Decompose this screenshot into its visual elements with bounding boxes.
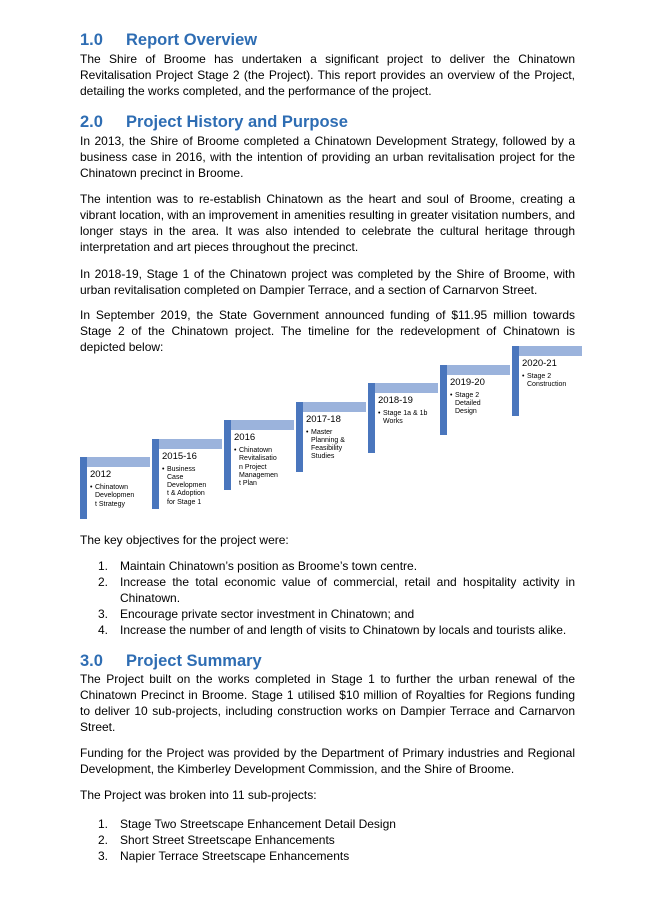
section-number: 1.0 [80, 31, 103, 49]
timeline-line-text: Master [311, 428, 333, 436]
timeline-description-line [90, 501, 134, 509]
timeline-line-text: Chinatown [95, 484, 129, 491]
timeline-post [512, 346, 519, 416]
list-text: Maintain Chinatown’s position as Broome’s town centre. [120, 559, 418, 573]
timeline-description-line [450, 392, 481, 400]
timeline-line-text: Feasibility [311, 445, 343, 453]
list-number: 4. [98, 623, 109, 638]
timeline-description-line [162, 466, 206, 474]
timeline-line-text: Business [167, 465, 196, 473]
timeline-description [162, 466, 206, 507]
timeline-bar [440, 365, 510, 375]
timeline-year: 2017-18 [306, 413, 341, 425]
timeline-description-line [234, 472, 278, 480]
timeline-description-line [234, 447, 278, 455]
timeline-line-text: for Stage 1 [167, 498, 202, 506]
list-text: Encourage private sector investment in Chinatown; and [120, 607, 415, 622]
bullet-icon: • [234, 447, 237, 454]
paragraph-history-3: In 2018-19, Stage 1 of the Chinatown project was completed by the Shire of Broome, with urban revitalisation completed on Dampier Terrace, and a section of Carnarvon Street. [80, 267, 575, 298]
timeline-year: 2018-19 [378, 395, 413, 406]
list-text: Increase the number of and length of visits to Chinatown by locals and tourists alike. [120, 623, 567, 638]
timeline-description-line [162, 490, 206, 498]
bullet-icon: • [378, 410, 381, 417]
timeline-year: 2012 [90, 469, 112, 480]
timeline-description-line [162, 499, 206, 507]
bullet-icon: • [162, 465, 165, 473]
timeline-line-text: Developmen [95, 492, 135, 500]
timeline-year: 2015-16 [162, 450, 197, 462]
objective-item [80, 622, 575, 638]
timeline-line-text: n Project [239, 463, 267, 471]
timeline-description-line [450, 408, 481, 416]
timeline-description-line [162, 482, 206, 490]
timeline-line-text: t Strategy [95, 500, 125, 508]
timeline-line-text: Stage 2 [455, 391, 480, 399]
timeline-line-text: Construction [527, 381, 567, 389]
timeline-bar [296, 402, 366, 412]
timeline-description [522, 373, 566, 390]
timeline-description-line [306, 437, 345, 445]
list-text: Stage Two Streetscape Enhancement Detail Design [120, 817, 396, 831]
section-heading-summary [80, 652, 262, 671]
timeline-year: 2020-21 [522, 358, 557, 369]
timeline-description-line [450, 400, 481, 408]
timeline-post [224, 420, 231, 490]
timeline-post [368, 383, 375, 453]
paragraph-summary-2: Funding for the Project was provided by the Department of Primary industries and Regional Development, the Kimberley Development Commission, and the Shire of Broome. [80, 746, 575, 777]
paragraph-overview: The Shire of Broome has undertaken a significant project to deliver the Chinatown Revitalisation Project Stage 2 (the Project). This report provides an overview of the Project, detailing the works completed, and the performance of the project. [80, 52, 575, 99]
timeline-line-text: Detailed [455, 399, 481, 407]
list-number: 1. [98, 559, 109, 573]
list-number: 2. [98, 833, 109, 848]
subproject-item [80, 848, 575, 864]
timeline-post [440, 365, 447, 435]
objective-item [80, 558, 575, 574]
timeline-line-text: Chinatown [239, 447, 273, 454]
list-text: Short Street Streetscape Enhancements [120, 833, 335, 848]
objective-item [80, 574, 575, 606]
timeline-bar [512, 346, 582, 356]
timeline-description-line [522, 381, 566, 389]
timeline-line-text: Revitalisatio [239, 455, 277, 463]
timeline-description-line [522, 373, 566, 381]
bullet-icon: • [90, 484, 93, 491]
paragraph-history-2: The intention was to re-establish Chinatown as the heart and soul of Broome, creating a vibrant location, with an improvement in amenities resulting in greater visitation numbers, and longer stays in the area. It was also intended to celebrate the cultural heritage through interpretation and art pieces throughout the precinct. [80, 192, 575, 255]
list-number: 3. [98, 607, 109, 622]
list-number: 1. [98, 817, 109, 831]
section-heading-overview [80, 31, 257, 50]
paragraph-history-1: In 2013, the Shire of Broome completed a Chinatown Development Strategy, followed by a business case in 2016, with the intention of providing an urban revitalisation project for the Chinatown precinct in Broome. [80, 134, 575, 181]
paragraph-objectives-intro: The key objectives for the project were: [80, 533, 289, 547]
timeline-description-line [162, 474, 206, 482]
bullet-icon: • [450, 391, 453, 399]
timeline-description-line [234, 455, 278, 463]
timeline-year: 2016 [234, 432, 256, 443]
timeline-description [450, 392, 481, 417]
timeline-description [90, 484, 134, 509]
timeline-description [306, 429, 345, 462]
timeline-description-line [234, 464, 278, 472]
timeline-line-text: Planning & [311, 436, 345, 444]
paragraph-summary-1: The Project built on the works completed in Stage 1 to further the urban renewal of the Chinatown Precinct in Broome. Stage 1 utilised $10 million of Royalties for Regions funding to deliver 10 sub-projects, including construction works on Dampier Terrace and Carnarvon Street. [80, 672, 575, 735]
timeline-description [378, 410, 427, 427]
section-number: 3.0 [80, 652, 103, 670]
timeline-post [296, 402, 303, 472]
timeline-description-line [90, 484, 134, 492]
timeline-description-line [306, 445, 345, 453]
timeline-line-text: t & Adoption [167, 490, 205, 498]
list-number: 2. [98, 575, 109, 590]
timeline-description [234, 447, 278, 488]
subprojects-list [80, 816, 575, 864]
timeline-description-line [90, 492, 134, 500]
list-text: Napier Terrace Streetscape Enhancements [120, 849, 350, 864]
section-title: Project Summary [126, 652, 262, 670]
timeline-bar [80, 457, 150, 467]
timeline-post [80, 457, 87, 519]
timeline-description-line [234, 480, 278, 488]
timeline-diagram [80, 349, 580, 524]
section-title: Project History and Purpose [126, 113, 348, 131]
timeline-description-line [306, 429, 345, 437]
list-text: Increase the total economic value of commercial, retail and hospitality activity in Chinatown. [120, 575, 575, 606]
timeline-line-text: t Plan [239, 480, 257, 488]
section-number: 2.0 [80, 113, 103, 131]
list-number: 3. [98, 849, 109, 864]
timeline-description-line [306, 453, 345, 461]
timeline-year: 2019-20 [450, 376, 485, 388]
timeline-line-text: Managemen [239, 471, 278, 479]
timeline-bar [224, 420, 294, 430]
subproject-item [80, 816, 575, 832]
paragraph-summary-3: The Project was broken into 11 sub-projects: [80, 788, 317, 802]
section-title: Report Overview [126, 31, 258, 49]
timeline-description-line [378, 410, 427, 418]
timeline-description-line [378, 418, 427, 426]
timeline-line-text: Works [383, 418, 403, 426]
paragraph-history-4: In September 2019, the State Government announced funding of $11.95 million towards Stage 2 of the Chinatown project. The timeline for the redevelopment of Chinatown is depicted below: [80, 308, 575, 355]
subproject-item [80, 832, 575, 848]
section-heading-history [80, 113, 348, 132]
objective-item [80, 606, 575, 622]
timeline-line-text: Studies [311, 453, 335, 461]
bullet-icon: • [306, 428, 309, 436]
objectives-list [80, 558, 575, 638]
timeline-bar [368, 383, 438, 393]
timeline-line-text: Stage 1a & 1b [383, 410, 428, 417]
timeline-line-text: Case [167, 473, 184, 481]
timeline-post [152, 439, 159, 509]
timeline-line-text: Developmen [167, 482, 207, 490]
timeline-bar [152, 439, 222, 449]
bullet-icon: • [522, 373, 525, 380]
timeline-line-text: Design [455, 408, 477, 416]
timeline-line-text: Stage 2 [527, 373, 552, 380]
